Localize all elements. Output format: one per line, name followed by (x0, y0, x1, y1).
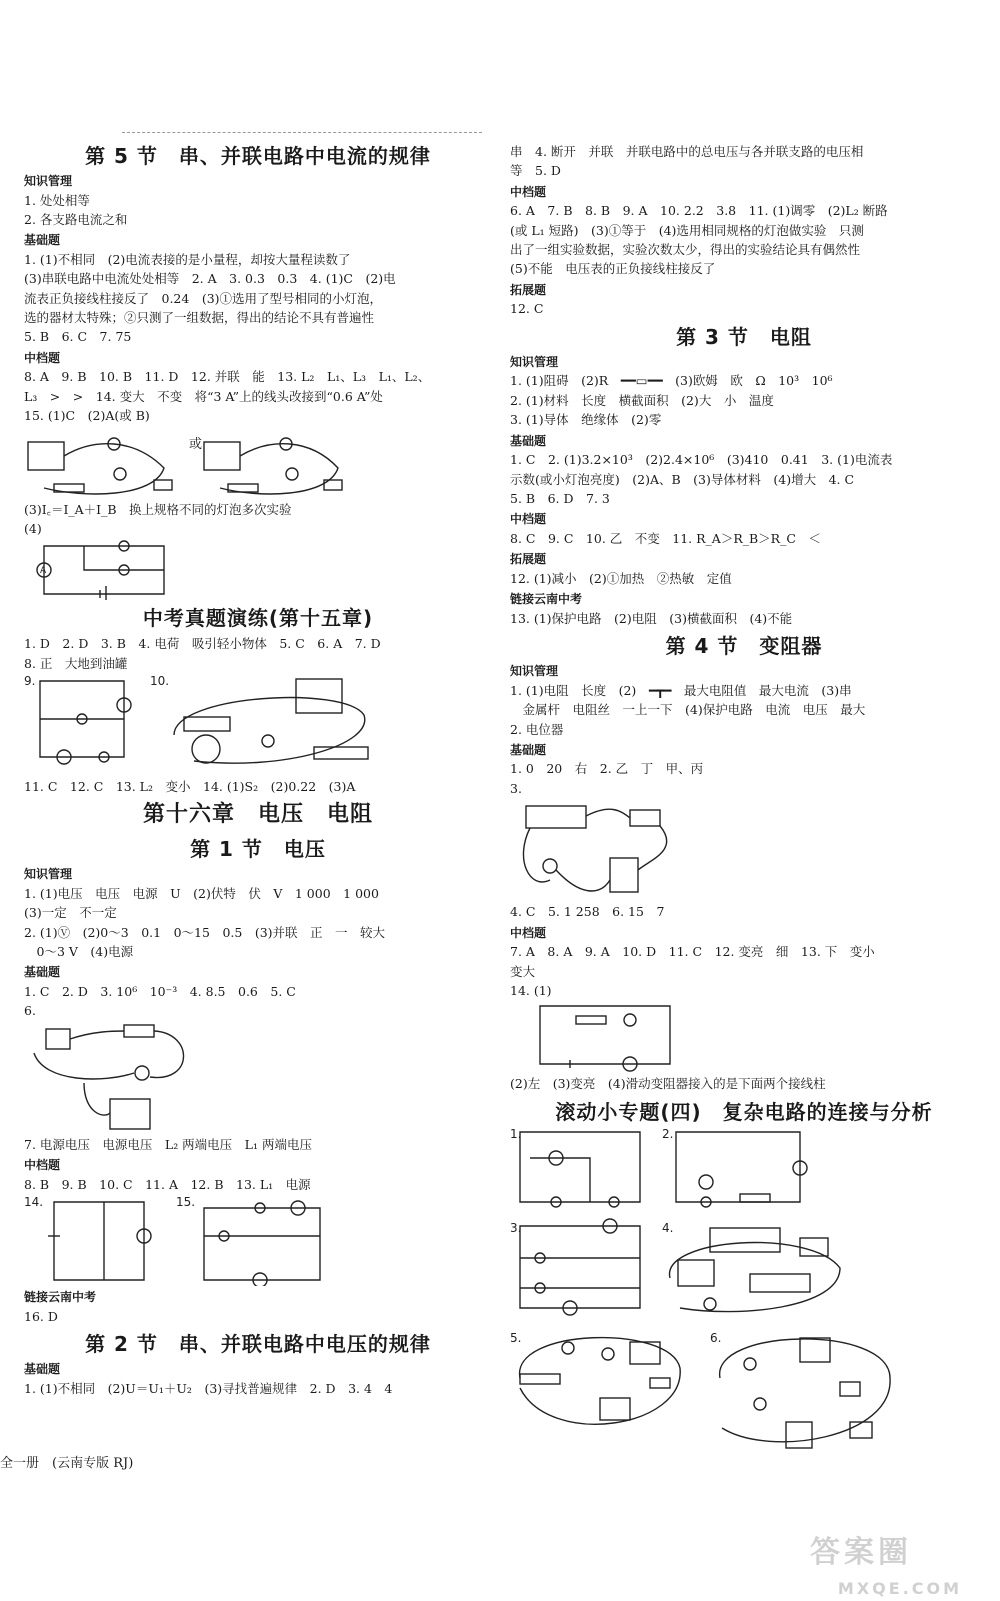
answer-line: 11. C 12. C 13. L₂ 变小 14. (1)S₂ (2)0.22 (3)A (24, 777, 492, 796)
right-zhongdang-label: 中档题 (510, 183, 978, 202)
gundong-q5-label: 5. (510, 1331, 521, 1345)
right-column (510, 142, 978, 1460)
gundong-q6-label: 6. (710, 1331, 721, 1345)
or-label: 或 (189, 437, 202, 452)
answer-line: 1. 处处相等 (24, 191, 492, 210)
gundong-q4-label: 4. (662, 1221, 673, 1235)
answer-line: 出了一组实验数据，实验次数太少，得出的实验结论具有偶然性 (510, 240, 978, 259)
ch16-title: 第十六章 电压 电阻 (24, 800, 492, 831)
ch16-zhongdang-label: 中档题 (24, 1156, 492, 1175)
answer-line: 3. (1)导体 绝缘体 (2)零 (510, 410, 978, 429)
sec5-title: 第 5 节 串、并联电路中电流的规律 (24, 142, 492, 170)
answer-line: 4. C 5. 1 258 6. 15 7 (510, 902, 978, 921)
q14-label: 14. (24, 1196, 43, 1209)
answer-line: (3)一定 不一定 (24, 903, 492, 922)
zhongkao-title: 中考真题演练(第十五章) (24, 604, 492, 632)
sec2-jichu-label: 基础题 (24, 1360, 492, 1379)
header-rule (122, 132, 482, 133)
answer-line: (2)左 (3)变亮 (4)滑动变阻器接入的是下面两个接线柱 (510, 1074, 978, 1093)
answer-line: 1. D 2. D 3. B 4. 电荷 吸引轻小物体 5. C 6. A 7. D (24, 634, 492, 653)
answer-line: 6. (24, 1001, 492, 1020)
answer-line: (3)串联电路中电流处处相等 2. A 3. 0.3 0.3 4. (1)C (2)电 (24, 269, 492, 288)
answer-line: (3)I꜀＝I_A＋I_B 换上规格不同的灯泡多次实验 (24, 500, 492, 519)
answer-line: 1. (1)阻碍 (2)R ━━▭━━ (3)欧姆 欧 Ω 10³ 10⁶ (510, 371, 978, 390)
sec4-zhishi-label: 知识管理 (510, 662, 978, 681)
answer-line: 2. (1)材料 长度 横截面积 (2)大 小 温度 (510, 391, 978, 410)
answer-line: 1. (1)电阻 长度 (2) ━┳━ 最大电阻值 最大电流 (3)串 (510, 681, 978, 700)
answer-line: 1. C 2. D 3. 10⁶ 10⁻³ 4. 8.5 0.6 5. C (24, 982, 492, 1001)
answer-line: 变大 (510, 962, 978, 981)
answer-line: 15. (1)C (2)A(或 B) (24, 406, 492, 425)
rheostat-circuit-diagram (510, 1002, 978, 1072)
answer-line: 2. (1)Ⓥ (2)0～3 0.1 0～15 0.5 (3)并联 正 一 较大 (24, 923, 492, 942)
answer-line: 0～3 V (4)电源 (24, 942, 492, 961)
parallel-circuit-diagram (24, 540, 492, 600)
answer-line: 示数(或小灯泡亮度) (2)A、B (3)导体材料 (4)增大 4. C (510, 470, 978, 489)
sec5-zhishi-label: 知识管理 (24, 172, 492, 191)
q14-q15-figures (24, 1196, 492, 1286)
answer-line: 12. C (510, 299, 978, 318)
answer-line: (4) (24, 519, 492, 538)
sec5-zhongdang-label: 中档题 (24, 349, 492, 368)
ch16-lianjie-label: 链接云南中考 (24, 1288, 492, 1307)
answer-line: 12. (1)减小 (2)①加热 ②热敏 定值 (510, 569, 978, 588)
answer-line: 选的器材太特殊；②只测了一组数据，得出的结论不具有普遍性 (24, 308, 492, 327)
gundong-title: 滚动小专题(四) 复杂电路的连接与分析 (510, 1098, 978, 1126)
answer-line: 8. C 9. C 10. 乙 不变 11. R_A＞R_B＞R_C ＜ (510, 529, 978, 548)
right-tuozhan-label: 拓展题 (510, 281, 978, 300)
answer-line: 3. (510, 779, 978, 798)
answer-line: 5. B 6. C 7. 75 (24, 327, 492, 346)
answer-line: 7. 电源电压 电源电压 L₂ 两端电压 L₁ 两端电压 (24, 1135, 492, 1154)
answer-line: L₃ > > 14. 变大 不变 将“3 A”上的线头改接到“0.6 A”处 (24, 387, 492, 406)
page-footer: 全一册 (云南专版 RJ) (0, 1454, 133, 1474)
answer-line: (5)不能 电压表的正负接线柱接反了 (510, 259, 978, 278)
answer-line: 1. 0 20 右 2. 乙 丁 甲、丙 (510, 759, 978, 778)
answer-line: 6. A 7. B 8. B 9. A 10. 2.2 3.8 11. (1)调零 (2)L₂ 断路 (510, 201, 978, 220)
sec4-title: 第 4 节 变阻器 (510, 632, 978, 660)
ch16-jichu-label: 基础题 (24, 963, 492, 982)
sec3-zhongdang-label: 中档题 (510, 510, 978, 529)
answer-line: 1. (1)不相同 (2)U＝U₁＋U₂ (3)寻找普遍规律 2. D 3. 4 4 (24, 1379, 492, 1398)
sec3-jichu-label: 基础题 (510, 432, 978, 451)
answer-line: 1. (1)电压 电压 电源 U (2)伏特 伏 V 1 000 1 000 (24, 884, 492, 903)
sec3-lianjie-label: 链接云南中考 (510, 590, 978, 609)
gundong-q3-label: 3. (510, 1221, 521, 1235)
answer-line: 8. A 9. B 10. B 11. D 12. 并联 能 13. L₂ L₁、L₃ L₁、L₂、 (24, 367, 492, 386)
answer-line: 串 4. 断开 并联 并联电路中的总电压与各并联支路的电压相 (510, 142, 978, 161)
rheostat-wiring-figure (510, 800, 978, 900)
answer-line: 2. 电位器 (510, 720, 978, 739)
sec3-zhishi-label: 知识管理 (510, 353, 978, 372)
answer-line: 14. (1) (510, 981, 978, 1000)
sec3-title: 第 3 节 电阻 (510, 323, 978, 351)
answer-line: 16. D (24, 1307, 492, 1326)
gundong-q1-label: 1. (510, 1128, 521, 1141)
answer-line: 8. B 9. B 10. C 11. A 12. B 13. L₁ 电源 (24, 1175, 492, 1194)
left-column (24, 138, 492, 1398)
sec4-jichu-label: 基础题 (510, 741, 978, 760)
watermark-text: 答案圈 (810, 1530, 990, 1577)
ch16-zhishi-label: 知识管理 (24, 865, 492, 884)
sec5-jichu-label: 基础题 (24, 231, 492, 250)
sec3-tuozhan-label: 拓展题 (510, 550, 978, 569)
svg-text:A: A (40, 566, 47, 576)
watermark-url: MXQE.COM (810, 1577, 990, 1601)
gundong-figures (510, 1128, 978, 1458)
sec4-zhongdang-label: 中档题 (510, 924, 978, 943)
q10-label: 10. (150, 675, 169, 688)
answer-line: 1. (1)不相同 (2)电流表接的是小量程，却按大量程读数了 (24, 250, 492, 269)
answer-line: 流表正负接线柱接反了 0.24 (3)①选用了型号相同的小灯泡， (24, 289, 492, 308)
answer-line: 金属杆 电阻丝 一上一下 (4)保护电路 电流 电压 最大 (510, 700, 978, 719)
watermark-logo (810, 1530, 990, 1590)
answer-line: 等 5. D (510, 161, 978, 180)
circuit-photo-figure (24, 428, 492, 498)
q9-label: 9. (24, 675, 35, 688)
answer-line: 7. A 8. A 9. A 10. D 11. C 12. 变亮 细 13. 下 变小 (510, 942, 978, 961)
q15-label: 15. (176, 1196, 195, 1209)
answer-line: 13. (1)保护电路 (2)电阻 (3)横截面积 (4)不能 (510, 609, 978, 628)
answer-line: (或 L₁ 短路) (3)①等于 (4)选用相同规格的灯泡做实验 只测 (510, 221, 978, 240)
gundong-q2-label: 2. (662, 1128, 673, 1141)
answer-line: 5. B 6. D 7. 3 (510, 489, 978, 508)
sec1-title: 第 1 节 电压 (24, 835, 492, 863)
answer-line: 8. 正 大地到油罐 (24, 654, 492, 673)
answer-line: 1. C 2. (1)3.2×10³ (2)2.4×10⁶ (3)410 0.41 3. (1)电流表 (510, 450, 978, 469)
voltmeter-wiring-figure (24, 1023, 492, 1133)
answer-line: 2. 各支路电流之和 (24, 210, 492, 229)
sec2-title: 第 2 节 串、并联电路中电压的规律 (24, 1330, 492, 1358)
q9-q10-figures (24, 675, 492, 775)
